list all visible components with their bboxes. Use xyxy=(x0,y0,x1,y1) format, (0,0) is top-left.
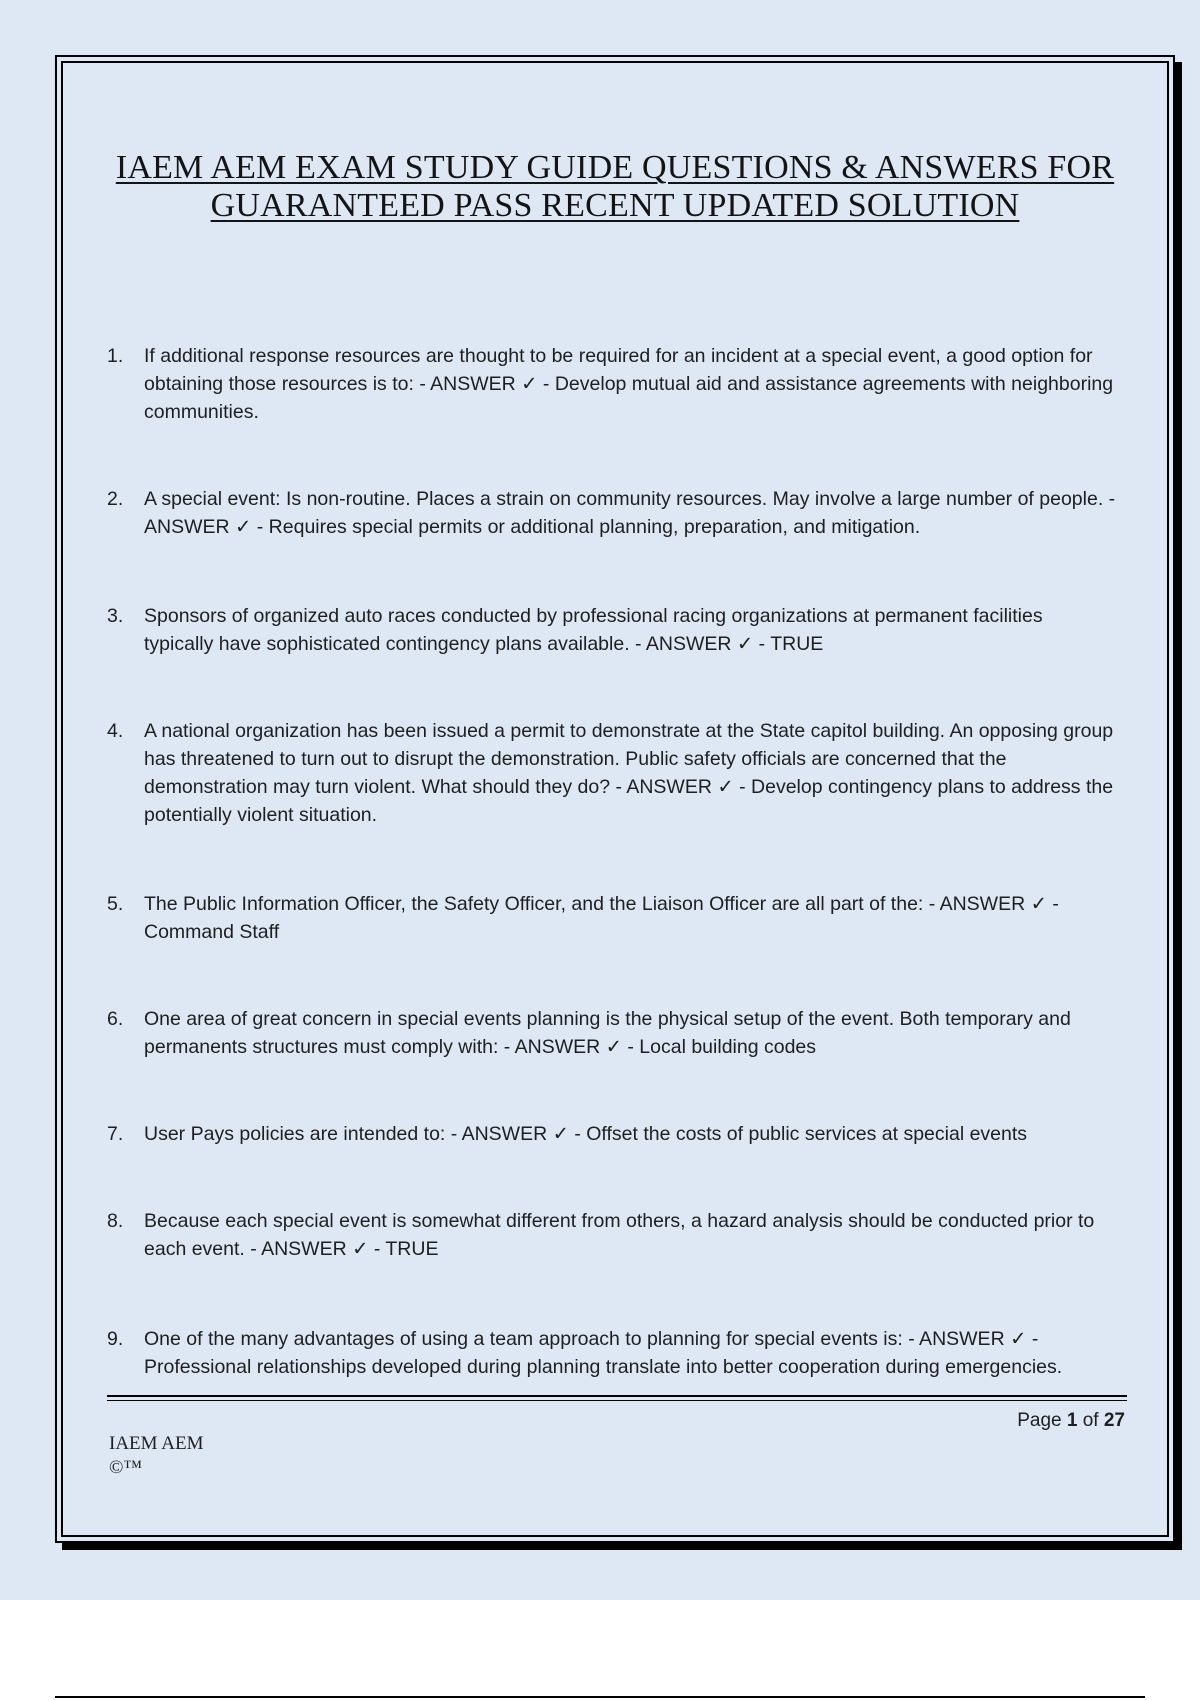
document-page xyxy=(55,55,1175,1543)
item-number: 3. xyxy=(107,605,124,627)
title-line-2: GUARANTEED PASS RECENT UPDATED SOLUTION xyxy=(210,187,1020,224)
list-item xyxy=(107,1005,1117,1061)
list-item xyxy=(107,485,1117,541)
list-item xyxy=(107,1120,1117,1148)
page-label: Page xyxy=(1017,1410,1062,1431)
item-number: 4. xyxy=(107,720,124,742)
list-item xyxy=(107,1325,1117,1381)
question-list xyxy=(57,57,1173,1541)
page-of: of xyxy=(1082,1410,1099,1431)
list-item xyxy=(107,602,1117,658)
item-text: The Public Information Officer, the Safety Officer, and the Liaison Officer are all part of the: - ANSWER ✓ - Command Staff xyxy=(144,893,1059,943)
page-number xyxy=(1017,1410,1125,1432)
item-number: 2. xyxy=(107,488,124,510)
item-text: One of the many advantages of using a team approach to planning for special events is: - ANSWER ✓ - Professional relationships developed during planning translate into better cooperation during emergencies. xyxy=(144,1328,1063,1378)
item-text: A special event: Is non-routine. Places a strain on community resources. May involve a large number of people. - ANSWER ✓ - Requires special permits or additional planning, preparation, and mitigation. xyxy=(144,488,1116,538)
page-total: 27 xyxy=(1103,1410,1125,1431)
list-item xyxy=(107,717,1117,829)
item-number: 5. xyxy=(107,893,124,915)
item-text: Because each special event is somewhat different from others, a hazard analysis should be conducted prior to each event. - ANSWER ✓ - TRUE xyxy=(144,1210,1095,1260)
list-item xyxy=(107,342,1117,426)
list-item xyxy=(107,890,1117,946)
item-number: 6. xyxy=(107,1008,124,1030)
footer-brand-name: IAEM AEM xyxy=(109,1433,204,1454)
page-current: 1 xyxy=(1066,1410,1078,1431)
item-number: 9. xyxy=(107,1328,124,1350)
next-page-rule xyxy=(55,1696,1145,1698)
footer-divider xyxy=(107,1395,1127,1401)
item-number: 7. xyxy=(107,1123,124,1145)
item-number: 8. xyxy=(107,1210,124,1232)
item-number: 1. xyxy=(107,345,124,367)
title-line-1: IAEM AEM EXAM STUDY GUIDE QUESTIONS & ANSWERS FOR xyxy=(115,149,1115,186)
item-text: A national organization has been issued a permit to demonstrate at the State capitol building. An opposing group has threatened to turn out to disrupt the demonstration. Public safety officials are concerned that the demonstration may turn violent. What should they do? - ANSWER ✓ - Develop contingency plans to address the potentially violent situation. xyxy=(144,720,1114,826)
item-text: If additional response resources are thought to be required for an incident at a special event, a good option for obtaining those resources is to: - ANSWER ✓ - Develop mutual aid and assistance agreements with neighboring communities. xyxy=(144,345,1114,423)
list-item xyxy=(107,1207,1117,1263)
item-text: User Pays policies are intended to: - ANSWER ✓ - Offset the costs of public services at special events xyxy=(144,1123,1028,1145)
item-text: One area of great concern in special events planning is the physical setup of the event. Both temporary and permanents structures must comply with: - ANSWER ✓ - Local building codes xyxy=(144,1008,1071,1058)
footer-brand xyxy=(109,1432,203,1480)
item-text: Sponsors of organized auto races conducted by professional racing organizations at permanent facilities typically have sophisticated contingency plans available. - ANSWER ✓ - TRUE xyxy=(144,605,1043,655)
footer-trademark: ©™ xyxy=(109,1457,143,1478)
